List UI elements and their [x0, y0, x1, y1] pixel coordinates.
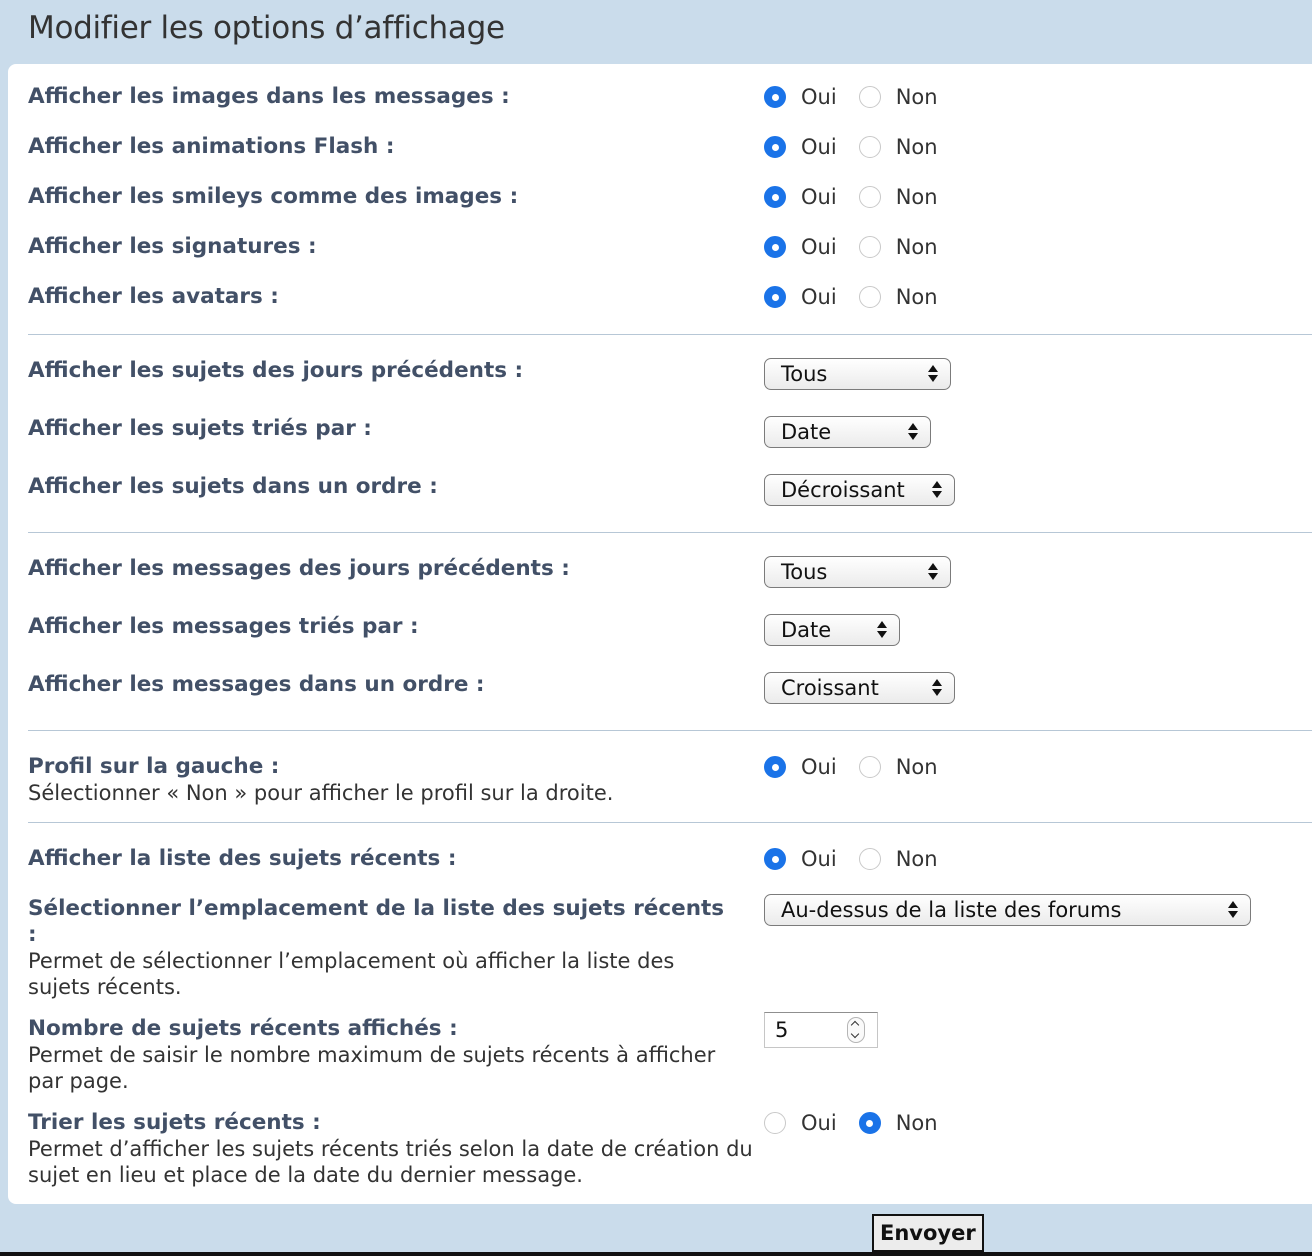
option-description: Permet d’afficher les sujets récents triés selon la date de création du sujet en lieu et place de la date du dernier message. — [28, 1137, 753, 1187]
radio-group — [764, 754, 938, 780]
page-title: Modifier les options d’affichage — [28, 10, 505, 46]
option-label: Afficher les animations Flash : — [28, 134, 395, 159]
select-arrows-icon — [1228, 900, 1238, 920]
radio-no[interactable] — [859, 756, 881, 778]
stepper-arrows-icon[interactable] — [847, 1017, 865, 1043]
radio-yes[interactable] — [764, 756, 786, 778]
option-label: Afficher les messages triés par : — [28, 614, 419, 639]
radio-yes[interactable] — [764, 1112, 786, 1134]
section-divider — [28, 532, 1312, 533]
option-row-posts-order — [28, 672, 1312, 704]
radio-yes-label: Oui — [801, 285, 837, 309]
radio-no-label: Non — [895, 285, 938, 309]
topics-days-select[interactable] — [764, 358, 951, 390]
submit-button[interactable]: Envoyer — [872, 1214, 984, 1252]
select-value: Croissant — [781, 676, 879, 700]
select-value: Tous — [781, 362, 828, 386]
radio-yes-label: Oui — [801, 1111, 837, 1135]
radio-yes-label: Oui — [801, 185, 837, 209]
option-label — [28, 1110, 753, 1188]
select-arrows-icon — [928, 562, 938, 582]
radio-no-label: Non — [895, 847, 938, 871]
select-value: Date — [781, 420, 832, 444]
option-description: Permet de sélectionner l’emplacement où afficher la liste des sujets récents. — [28, 949, 675, 999]
radio-no[interactable] — [859, 1112, 881, 1134]
radio-no[interactable] — [859, 236, 881, 258]
radio-no-label: Non — [895, 1111, 938, 1135]
section-divider — [28, 822, 1312, 823]
radio-group — [764, 1110, 938, 1136]
radio-yes-label: Oui — [801, 755, 837, 779]
select-arrows-icon — [877, 620, 887, 640]
recent-count-input[interactable] — [764, 1012, 878, 1048]
radio-yes-label: Oui — [801, 847, 837, 871]
topics-sort-select[interactable] — [764, 416, 931, 448]
radio-yes[interactable] — [764, 136, 786, 158]
radio-no[interactable] — [859, 848, 881, 870]
bottom-border — [0, 1252, 1312, 1256]
option-row-recent-count — [28, 1016, 1312, 1093]
radio-no-label: Non — [895, 755, 938, 779]
select-arrows-icon — [928, 364, 938, 384]
option-row-topics-sort — [28, 416, 1312, 448]
radio-yes-label: Oui — [801, 235, 837, 259]
option-label — [28, 1016, 728, 1094]
select-value: Date — [781, 618, 832, 642]
option-label: Afficher les messages dans un ordre : — [28, 672, 485, 697]
select-arrows-icon — [908, 422, 918, 442]
select-value: Au-dessus de la liste des forums — [781, 898, 1122, 922]
number-value: 5 — [775, 1018, 789, 1042]
option-row-topics-days — [28, 358, 1312, 390]
radio-yes[interactable] — [764, 236, 786, 258]
option-row-posts-days — [28, 556, 1312, 588]
option-label: Afficher les sujets des jours précédents : — [28, 358, 524, 383]
select-value: Décroissant — [781, 478, 905, 502]
radio-group — [764, 184, 938, 210]
select-arrows-icon — [932, 678, 942, 698]
section-divider — [28, 730, 1312, 731]
option-label-title: Trier les sujets récents : — [28, 1110, 321, 1135]
posts-sort-select[interactable] — [764, 614, 900, 646]
posts-days-select[interactable] — [764, 556, 951, 588]
select-value: Tous — [781, 560, 828, 584]
radio-group — [764, 84, 938, 110]
radio-no-label: Non — [895, 85, 938, 109]
radio-yes-label: Oui — [801, 85, 837, 109]
option-label-title: Nombre de sujets récents affichés : — [28, 1016, 458, 1041]
option-label-title: Profil sur la gauche : — [28, 754, 280, 779]
posts-order-select[interactable] — [764, 672, 955, 704]
option-description: Permet de saisir le nombre maximum de sujets récents à afficher par page. — [28, 1043, 716, 1093]
radio-group — [764, 284, 938, 310]
topics-order-select[interactable] — [764, 474, 955, 506]
option-row-topics-order — [28, 474, 1312, 506]
radio-no[interactable] — [859, 136, 881, 158]
radio-yes[interactable] — [764, 86, 786, 108]
radio-group — [764, 846, 938, 872]
section-divider — [28, 334, 1312, 335]
option-label: Afficher les sujets triés par : — [28, 416, 372, 441]
radio-group — [764, 134, 938, 160]
option-label-title: Sélectionner l’emplacement de la liste des sujets récents : — [28, 896, 725, 947]
option-label: Afficher les messages des jours précédents : — [28, 556, 570, 581]
recent-location-select[interactable] — [764, 894, 1251, 926]
option-label: Afficher les images dans les messages : — [28, 84, 510, 109]
radio-group — [764, 234, 938, 260]
select-arrows-icon — [932, 480, 942, 500]
radio-no-label: Non — [895, 185, 938, 209]
option-label — [28, 896, 728, 1000]
radio-no[interactable] — [859, 186, 881, 208]
option-label: Afficher les smileys comme des images : — [28, 184, 519, 209]
option-row-posts-sort — [28, 614, 1312, 646]
option-label: Afficher la liste des sujets récents : — [28, 846, 457, 871]
radio-yes[interactable] — [764, 286, 786, 308]
option-description: Sélectionner « Non » pour afficher le profil sur la droite. — [28, 781, 614, 805]
radio-no[interactable] — [859, 286, 881, 308]
radio-yes[interactable] — [764, 186, 786, 208]
option-row-recent-location — [28, 896, 1312, 999]
option-label: Afficher les sujets dans un ordre : — [28, 474, 438, 499]
option-label: Afficher les avatars : — [28, 284, 279, 309]
option-label: Afficher les signatures : — [28, 234, 317, 259]
radio-no[interactable] — [859, 86, 881, 108]
radio-no-label: Non — [895, 135, 938, 159]
radio-yes[interactable] — [764, 848, 786, 870]
option-label — [28, 754, 753, 806]
radio-no-label: Non — [895, 235, 938, 259]
radio-yes-label: Oui — [801, 135, 837, 159]
